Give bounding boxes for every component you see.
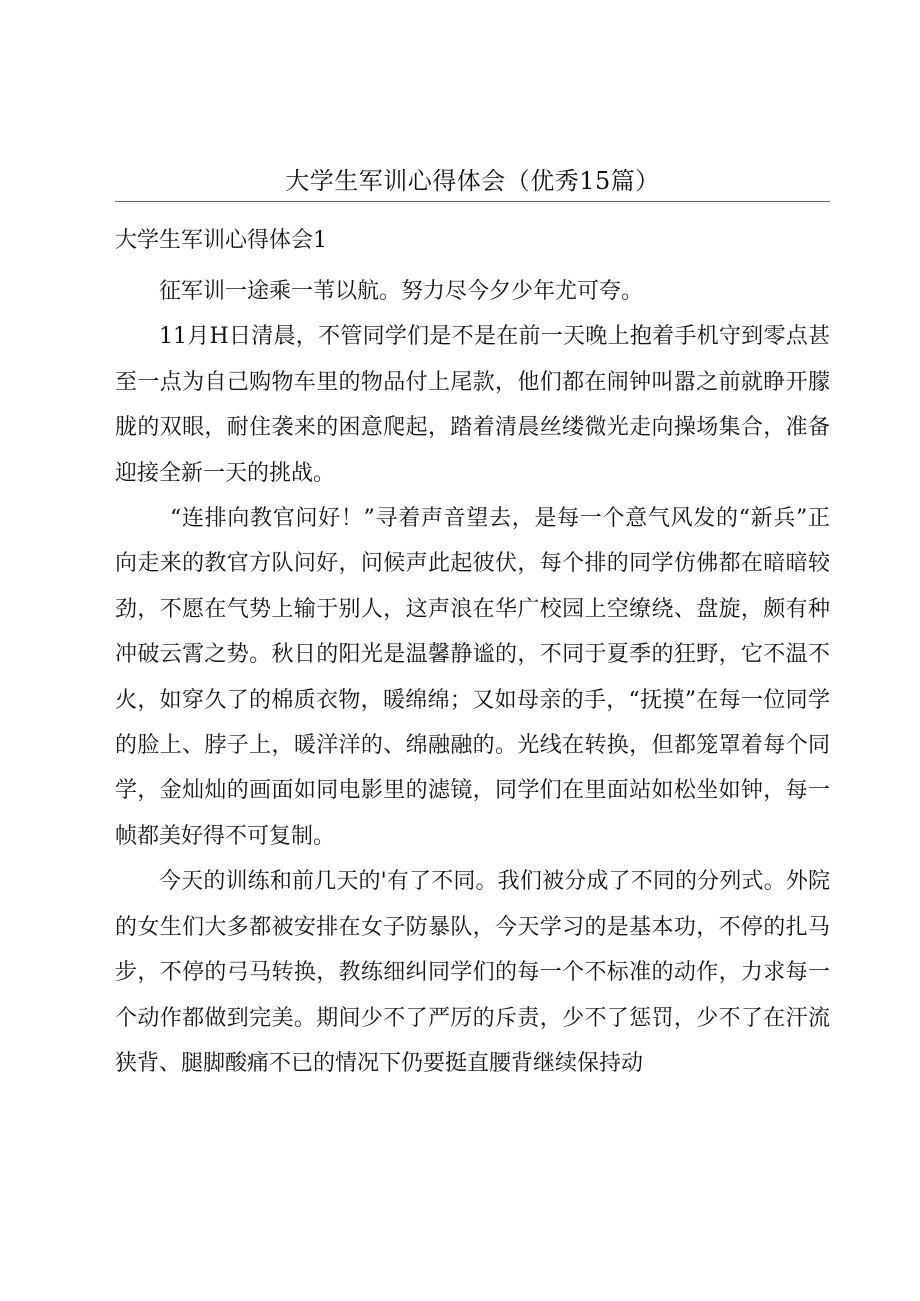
section-heading: 大学生军训心得体会1 xyxy=(115,228,327,253)
paragraph: 今天的训练和前几天的'有了不同。我们被分成了不同的分列式。外院的女生们大多都被安排在女子防暴队，今天学习的是基本功，不停的扎马步，不停的弓马转换，教练细纠同学们的每一个不标准的动作，力求每一个动作都做到完美。期间少不了严厉的斥责，少不了惩罚，少不了在汗流狭背、腿脚酸痛不已的情况下仍要挺直腰背继续保持动 xyxy=(115,869,830,1076)
paragraph: 征军训一途乘一苇以航。努力尽今夕少年尤可夸。 xyxy=(159,279,644,304)
paragraph: “连排向教官问好！”寻着声音望去，是每一个意气风发的“新兵”正向走来的教官方队问好，问候声此起彼伏，每个排的同学仿佛都在暗暗较劲，不愿在气势上输于别人，这声浪在华广校园上空缭绕、盘旋，颇有种冲破云霄之势。秋日的阳光是温馨静谧的，不同于夏季的狂野，它不温不火，如穿久了的棉质衣物，暖绵绵；又如母亲的手，“抚摸”在每一位同学的脸上、脖子上，暖洋洋的、绵融融的。光线在转换，但都笼罩着每个同学，金灿灿的画面如同电影里的滤镜，同学们在里面站如松坐如钟，每一帧都美好得不可复制。 xyxy=(115,506,830,849)
paragraph: 11月H日清晨，不管同学们是不是在前一天晚上抱着手机守到零点甚至一点为自己购物车里的物品付上尾款，他们都在闹钟叫嚣之前就睁开朦胧的双眼，耐住袭来的困意爬起，踏着清晨丝缕微光走向操场集合，准备迎接全新一天的挑战。 xyxy=(115,324,830,486)
document-body xyxy=(115,269,830,1086)
title-underline xyxy=(115,201,830,202)
document-title: 大学生军训心得体会（优秀15篇） xyxy=(285,167,660,195)
